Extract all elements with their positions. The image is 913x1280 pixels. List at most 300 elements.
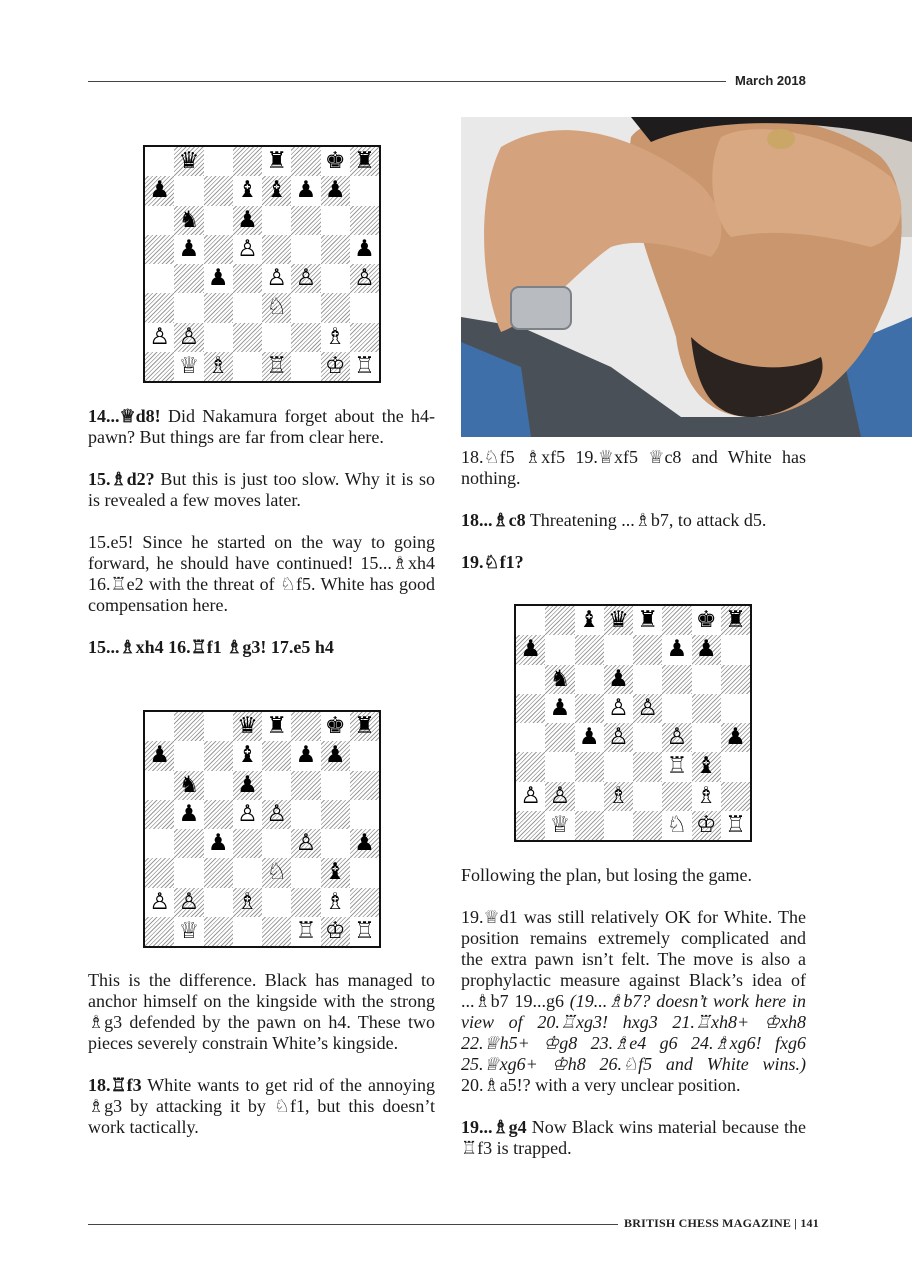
chess-piece: ♝ (578, 607, 600, 634)
square-g6 (321, 206, 350, 235)
square-g6 (321, 771, 350, 800)
square-d2 (604, 782, 633, 811)
square-c8 (204, 147, 233, 176)
square-c2 (575, 782, 604, 811)
wristwatch (511, 287, 571, 329)
square-a3 (145, 293, 174, 322)
chess-piece: ♟ (520, 636, 541, 663)
square-b1 (545, 811, 574, 840)
square-e8 (262, 712, 291, 741)
square-g8 (692, 606, 721, 635)
square-c1 (575, 811, 604, 840)
square-d4 (604, 723, 633, 752)
square-b2 (545, 782, 574, 811)
square-g1 (321, 917, 350, 946)
square-b6 (545, 665, 574, 694)
square-c3 (575, 752, 604, 781)
square-b8 (545, 606, 574, 635)
square-e4 (633, 723, 662, 752)
square-h1 (350, 917, 379, 946)
square-h4 (721, 723, 750, 752)
chess-piece: ♘ (266, 294, 287, 321)
square-f3 (662, 752, 691, 781)
square-e1 (262, 352, 291, 381)
square-a4 (145, 264, 174, 293)
chess-piece: ♙ (354, 265, 375, 292)
chess-piece: ♗ (324, 323, 346, 350)
square-d1 (604, 811, 633, 840)
square-c7 (575, 635, 604, 664)
square-h3 (721, 752, 750, 781)
chess-piece: ♙ (237, 235, 258, 262)
square-f7 (662, 635, 691, 664)
square-b7 (174, 741, 203, 770)
player-illustration (461, 117, 912, 437)
square-f2 (291, 888, 320, 917)
square-d4 (233, 829, 262, 858)
square-g8 (321, 147, 350, 176)
square-h5 (350, 235, 379, 264)
chess-piece: ♙ (666, 724, 688, 751)
chess-piece: ♙ (520, 782, 541, 809)
square-g7 (692, 635, 721, 664)
square-e7 (262, 741, 291, 770)
square-f5 (662, 694, 691, 723)
square-f8 (662, 606, 691, 635)
square-a7 (145, 741, 174, 770)
chess-piece: ♗ (237, 888, 258, 915)
move-18-rf3: 18.♖f3 (88, 1075, 142, 1095)
chess-piece: ♙ (295, 830, 317, 857)
move-14-qd8: 14...♕d8! (88, 406, 161, 426)
chess-piece: ♛ (178, 148, 200, 175)
square-e2 (633, 782, 662, 811)
square-d3 (233, 858, 262, 887)
square-d5 (604, 694, 633, 723)
chess-piece: ♟ (324, 742, 346, 769)
square-c6 (204, 771, 233, 800)
square-a3 (516, 752, 545, 781)
chess-piece: ♙ (237, 800, 258, 827)
square-h1 (721, 811, 750, 840)
right-column-lower (461, 865, 806, 1180)
square-a5 (516, 694, 545, 723)
move-15-bd2: 15.♗d2? (88, 469, 155, 489)
square-h6 (721, 665, 750, 694)
square-b2 (174, 888, 203, 917)
chess-piece: ♝ (695, 753, 717, 780)
square-h8 (350, 712, 379, 741)
square-d1 (233, 917, 262, 946)
square-d4 (233, 264, 262, 293)
square-d2 (233, 323, 262, 352)
square-f1 (291, 917, 320, 946)
square-g5 (321, 800, 350, 829)
square-g2 (321, 323, 350, 352)
square-c8 (575, 606, 604, 635)
right-column (461, 447, 806, 594)
chess-piece: ♞ (178, 771, 200, 798)
square-d6 (233, 206, 262, 235)
square-e1 (633, 811, 662, 840)
annotation-following-plan: Following the plan, but losing the game. (461, 865, 752, 885)
square-h2 (721, 782, 750, 811)
square-c1 (204, 352, 233, 381)
square-e3 (262, 858, 291, 887)
square-b7 (545, 635, 574, 664)
chess-piece: ♕ (178, 917, 200, 944)
chess-piece: ♟ (149, 177, 170, 204)
square-d2 (233, 888, 262, 917)
square-c5 (575, 694, 604, 723)
chess-piece: ♖ (354, 352, 375, 379)
chess-piece: ♟ (324, 177, 346, 204)
square-a8 (516, 606, 545, 635)
square-f7 (291, 741, 320, 770)
chess-piece: ♟ (549, 694, 571, 721)
chess-piece: ♗ (608, 782, 629, 809)
square-h3 (350, 858, 379, 887)
square-b7 (174, 176, 203, 205)
square-h2 (350, 888, 379, 917)
square-e8 (633, 606, 662, 635)
square-h7 (350, 741, 379, 770)
square-g4 (321, 829, 350, 858)
square-a2 (145, 323, 174, 352)
square-f5 (291, 235, 320, 264)
square-h7 (350, 176, 379, 205)
square-d3 (604, 752, 633, 781)
square-e6 (262, 771, 291, 800)
square-h6 (350, 771, 379, 800)
square-f8 (291, 712, 320, 741)
square-g7 (321, 741, 350, 770)
square-a7 (145, 176, 174, 205)
annotation-15-e5: 15.e5! Since he started on the way to going forward, he should have continued! 15...♗xh4 16.♖e2 with the threat of ♘f5. White has good compensation here. (88, 532, 435, 615)
annotation-19-qd1: 19.♕d1 was still relatively OK for White. The position remains extremely complicated and the extra pawn isn’t felt. The move is also a prophylactic measure against Black’s idea of ...♗b7 19...g6 (19...♗b7? doesn’t work here in view of 20.♖xg3! hxg3 21.♖xh8+ ♔xh8 22.♕h5+ ♔g8 23.♗e4 g6 24.♗xg6! fxg6 25.♕xg6+ ♔h8 26.♘f5 and White wins.) 20.♗a5!? with a very unclear position. (461, 907, 806, 1095)
chess-piece: ♜ (354, 148, 375, 175)
chess-piece: ♜ (354, 713, 375, 740)
square-b6 (174, 771, 203, 800)
chess-diagram-2 (143, 710, 381, 948)
move-sequence-15-17: 15...♗xh4 16.♖f1 ♗g3! 17.e5 h4 (88, 637, 334, 657)
chess-diagram-1 (143, 145, 381, 383)
square-b3 (174, 293, 203, 322)
chess-piece: ♜ (266, 713, 287, 740)
annotation-difference: This is the difference. Black has managed to anchor himself on the kingside with the strong ♗g3 defended by the pawn on h4. These two pieces severely constrain White’s kingside. (88, 970, 435, 1053)
square-h1 (350, 352, 379, 381)
square-d6 (233, 771, 262, 800)
chess-piece: ♚ (695, 607, 717, 634)
square-g6 (692, 665, 721, 694)
square-c3 (204, 293, 233, 322)
square-a4 (516, 723, 545, 752)
footer-rule (88, 1224, 618, 1225)
square-b1 (174, 352, 203, 381)
square-f4 (291, 829, 320, 858)
square-g4 (321, 264, 350, 293)
square-b3 (545, 752, 574, 781)
chess-piece: ♟ (149, 742, 170, 769)
chess-piece: ♟ (237, 206, 258, 233)
square-e4 (262, 829, 291, 858)
square-h7 (721, 635, 750, 664)
square-f5 (291, 800, 320, 829)
issue-date: March 2018 (735, 73, 806, 88)
move-19-bg4: 19...♗g4 (461, 1117, 527, 1137)
square-d7 (233, 741, 262, 770)
chess-piece: ♟ (295, 742, 317, 769)
square-g5 (692, 694, 721, 723)
square-f3 (291, 858, 320, 887)
square-e6 (633, 665, 662, 694)
chess-piece: ♙ (608, 724, 629, 751)
square-f2 (662, 782, 691, 811)
square-a2 (516, 782, 545, 811)
chess-piece: ♖ (725, 811, 746, 838)
chess-piece: ♝ (237, 177, 258, 204)
square-c8 (204, 712, 233, 741)
chess-piece: ♙ (637, 694, 658, 721)
square-a4 (145, 829, 174, 858)
square-g8 (321, 712, 350, 741)
chess-piece: ♟ (237, 771, 258, 798)
annotation-14-qd8: 14...♕d8! Did Nakamura forget about the h4-pawn? But things are far from clear here. (88, 406, 435, 447)
square-g2 (692, 782, 721, 811)
square-a8 (145, 712, 174, 741)
chess-piece: ♘ (266, 859, 287, 886)
annotation-19-bg4: 19...♗g4 Now Black wins material because the ♖f3 is trapped. (461, 1117, 806, 1158)
square-e5 (262, 800, 291, 829)
chess-piece: ♟ (207, 265, 229, 292)
square-c6 (204, 206, 233, 235)
square-b8 (174, 147, 203, 176)
square-a6 (145, 771, 174, 800)
chess-piece: ♙ (295, 265, 317, 292)
chess-piece: ♟ (354, 830, 375, 857)
square-a1 (516, 811, 545, 840)
square-f4 (291, 264, 320, 293)
chess-piece: ♗ (695, 782, 717, 809)
chess-piece: ♚ (324, 713, 346, 740)
chess-piece: ♙ (608, 694, 629, 721)
chess-piece: ♟ (578, 724, 600, 751)
ring (767, 129, 795, 149)
square-d1 (233, 352, 262, 381)
square-b4 (545, 723, 574, 752)
chess-piece: ♟ (207, 830, 229, 857)
square-d6 (604, 665, 633, 694)
chess-piece: ♖ (295, 917, 317, 944)
chess-piece: ♙ (149, 888, 170, 915)
square-c7 (204, 741, 233, 770)
chess-piece: ♟ (178, 800, 200, 827)
chess-piece: ♙ (266, 265, 287, 292)
move-18-bc8: 18...♗c8 (461, 510, 526, 530)
square-c6 (575, 665, 604, 694)
square-h4 (350, 264, 379, 293)
header-rule (88, 81, 726, 82)
chess-piece: ♖ (266, 352, 287, 379)
square-b6 (174, 206, 203, 235)
chess-piece: ♟ (695, 636, 717, 663)
square-h8 (350, 147, 379, 176)
square-d5 (233, 235, 262, 264)
chess-piece: ♙ (266, 800, 287, 827)
chess-piece: ♔ (324, 352, 346, 379)
square-g3 (321, 293, 350, 322)
square-d5 (233, 800, 262, 829)
chess-piece: ♗ (207, 352, 229, 379)
square-e5 (633, 694, 662, 723)
annotation-18-rf3: 18.♖f3 White wants to get rid of the annoying ♗g3 by attacking it by ♘f1, but this doesn’t work tactically. (88, 1075, 435, 1137)
square-g2 (321, 888, 350, 917)
chess-piece: ♔ (324, 917, 346, 944)
square-g1 (321, 352, 350, 381)
square-g7 (321, 176, 350, 205)
chess-piece: ♝ (266, 177, 287, 204)
square-f2 (291, 323, 320, 352)
chess-piece: ♞ (178, 206, 200, 233)
square-c2 (204, 888, 233, 917)
square-d3 (233, 293, 262, 322)
square-c2 (204, 323, 233, 352)
chess-piece: ♕ (549, 811, 571, 838)
square-d8 (604, 606, 633, 635)
chess-piece: ♖ (666, 753, 688, 780)
square-g4 (692, 723, 721, 752)
square-f1 (662, 811, 691, 840)
chess-piece: ♚ (324, 148, 346, 175)
square-f1 (291, 352, 320, 381)
left-column-lower (88, 970, 435, 1159)
square-d7 (604, 635, 633, 664)
square-f8 (291, 147, 320, 176)
square-a2 (145, 888, 174, 917)
square-e2 (262, 323, 291, 352)
chess-piece: ♟ (295, 177, 317, 204)
square-c7 (204, 176, 233, 205)
chess-piece: ♝ (324, 859, 346, 886)
square-c4 (575, 723, 604, 752)
square-c1 (204, 917, 233, 946)
square-h6 (350, 206, 379, 235)
square-h8 (721, 606, 750, 635)
square-b8 (174, 712, 203, 741)
square-h2 (350, 323, 379, 352)
square-c4 (204, 829, 233, 858)
variation-19-bb7: (19...♗b7? doesn’t work here in view of 20.♖xg3! hxg3 21.♖xh8+ ♔xh8 22.♕h5+ ♔g8 23.♗e4 g6 24.♗xg6! fxg6 25.♕xg6+ ♔h8 26.♘f5 and White wins.) (461, 991, 806, 1074)
chess-piece: ♟ (354, 235, 375, 262)
square-e7 (633, 635, 662, 664)
square-h4 (350, 829, 379, 858)
square-f7 (291, 176, 320, 205)
chess-piece: ♟ (666, 636, 688, 663)
chess-piece: ♘ (666, 811, 688, 838)
chess-piece: ♜ (637, 607, 658, 634)
move-19-nf1: 19.♘f1? (461, 552, 524, 572)
player-photo (461, 117, 912, 437)
square-a6 (516, 665, 545, 694)
square-b5 (174, 800, 203, 829)
square-g3 (321, 858, 350, 887)
square-g3 (692, 752, 721, 781)
square-b4 (174, 829, 203, 858)
square-g1 (692, 811, 721, 840)
chess-piece: ♕ (178, 352, 200, 379)
chess-piece: ♔ (695, 811, 717, 838)
square-c4 (204, 264, 233, 293)
chess-piece: ♟ (608, 665, 629, 692)
annotation-18-bc8: 18...♗c8 Threatening ...♗b7, to attack d5. (461, 510, 767, 530)
square-a6 (145, 206, 174, 235)
square-a8 (145, 147, 174, 176)
chess-piece: ♛ (608, 607, 629, 634)
square-a1 (145, 917, 174, 946)
square-e3 (262, 293, 291, 322)
chess-piece: ♙ (178, 323, 200, 350)
square-b1 (174, 917, 203, 946)
square-e2 (262, 888, 291, 917)
square-e6 (262, 206, 291, 235)
square-e4 (262, 264, 291, 293)
square-g5 (321, 235, 350, 264)
chess-piece: ♜ (725, 607, 746, 634)
square-a7 (516, 635, 545, 664)
chess-piece: ♟ (178, 235, 200, 262)
chess-piece: ♜ (266, 148, 287, 175)
chess-piece: ♖ (354, 917, 375, 944)
square-h5 (721, 694, 750, 723)
square-d8 (233, 147, 262, 176)
square-c3 (204, 858, 233, 887)
square-a1 (145, 352, 174, 381)
square-d7 (233, 176, 262, 205)
footer-magazine-page: BRITISH CHESS MAGAZINE | 141 (624, 1216, 819, 1230)
square-f4 (662, 723, 691, 752)
square-a3 (145, 858, 174, 887)
square-b2 (174, 323, 203, 352)
square-b4 (174, 264, 203, 293)
chess-piece: ♝ (237, 742, 258, 769)
square-e5 (262, 235, 291, 264)
chess-piece: ♗ (324, 888, 346, 915)
chess-piece: ♟ (725, 724, 746, 751)
square-f3 (291, 293, 320, 322)
annotation-18-nf5: 18.♘f5 ♗xf5 19.♕xf5 ♕c8 and White has nothing. (461, 447, 806, 488)
square-e1 (262, 917, 291, 946)
square-e7 (262, 176, 291, 205)
chess-piece: ♞ (549, 665, 571, 692)
square-b5 (174, 235, 203, 264)
square-b3 (174, 858, 203, 887)
square-a5 (145, 800, 174, 829)
square-h3 (350, 293, 379, 322)
square-h5 (350, 800, 379, 829)
square-f6 (662, 665, 691, 694)
square-f6 (291, 771, 320, 800)
square-e8 (262, 147, 291, 176)
chess-piece: ♛ (237, 713, 258, 740)
square-c5 (204, 235, 233, 264)
chess-piece: ♙ (549, 782, 571, 809)
square-b5 (545, 694, 574, 723)
chess-piece: ♙ (149, 323, 170, 350)
square-d8 (233, 712, 262, 741)
chess-diagram-3 (514, 604, 752, 842)
chess-piece: ♙ (178, 888, 200, 915)
annotation-15-bd2: 15.♗d2? But this is just too slow. Why it is so is revealed a few moves later. (88, 469, 435, 510)
